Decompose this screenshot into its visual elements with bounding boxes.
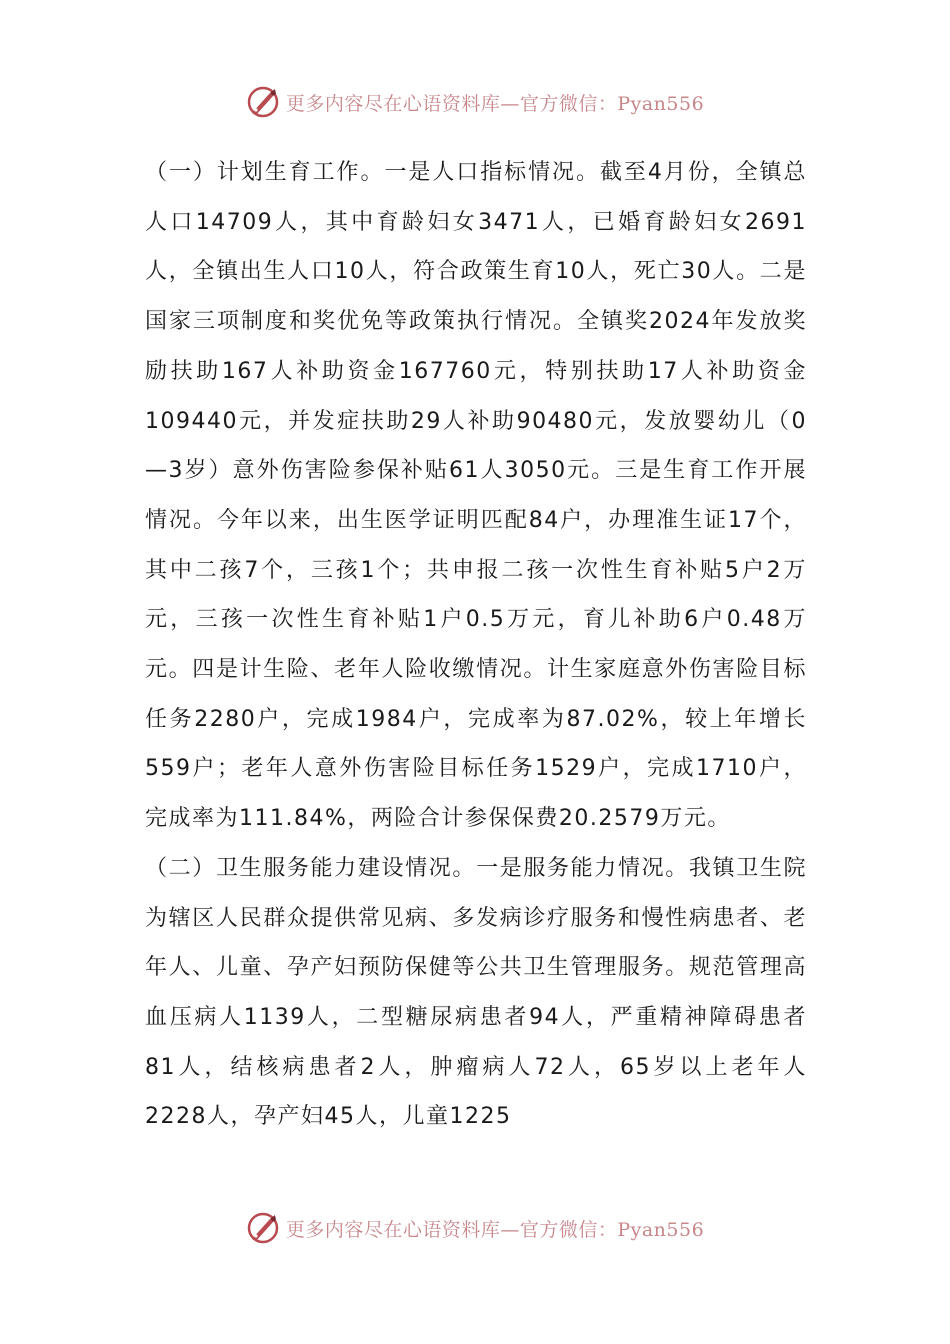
header-watermark-text: 更多内容尽在心语资料库—官方微信：Pyan556 [285,92,705,115]
paragraph-family-planning: （一）计划生育工作。一是人口指标情况。截至4月份，全镇总人口14709人，其中育龄妇女3471人，已婚育龄妇女2691人，全镇出生人口10人，符合政策生育10人，死亡30人。二是国家三项制度和奖优免等政策执行情况。全镇奖2024年发放奖励扶助167人补助资金167760元，特别扶助17人补助资金109440元，并发症扶助29人补助90480元，发放婴幼儿（0—3岁）意外伤害险参保补贴61人3050元。三是生育工作开展情况。今年以来，出生医学证明匹配84户，办理准生证17个，其中二孩7个，三孩1个；共申报二孩一次性生育补贴5户2万元，三孩一次性生育补贴1户0.5万元，育儿补助6户0.48万元。四是计生险、老年人险收缴情况。计生家庭意外伤害险目标任务2280户，完成1984户，完成率为87.02%，较上年增长559户；老年人意外伤害险目标任务1529户，完成1710户，完成率为111.84%，两险合计参保保费20.2579万元。 [145,160,807,832]
paragraph-health-services: （二）卫生服务能力建设情况。一是服务能力情况。我镇卫生院为辖区人民群众提供常见病、多发病诊疗服务和慢性病患者、老年人、儿童、孕产妇预防保健等公共卫生管理服务。规范管理高血压病人1139人，二型糖尿病患者94人，严重精神障碍患者81人，结核病患者2人，肿瘤病人72人，65岁以上老年人2228人，孕产妇45人，儿童1225 [145,855,807,1130]
pen-nib-seal-icon [246,85,280,119]
footer-watermark-banner [0,1208,950,1248]
document-body [145,148,807,1142]
pen-nib-seal-icon [246,1211,280,1245]
header-watermark-banner [0,82,950,122]
footer-watermark-text: 更多内容尽在心语资料库—官方微信：Pyan556 [285,1218,705,1241]
